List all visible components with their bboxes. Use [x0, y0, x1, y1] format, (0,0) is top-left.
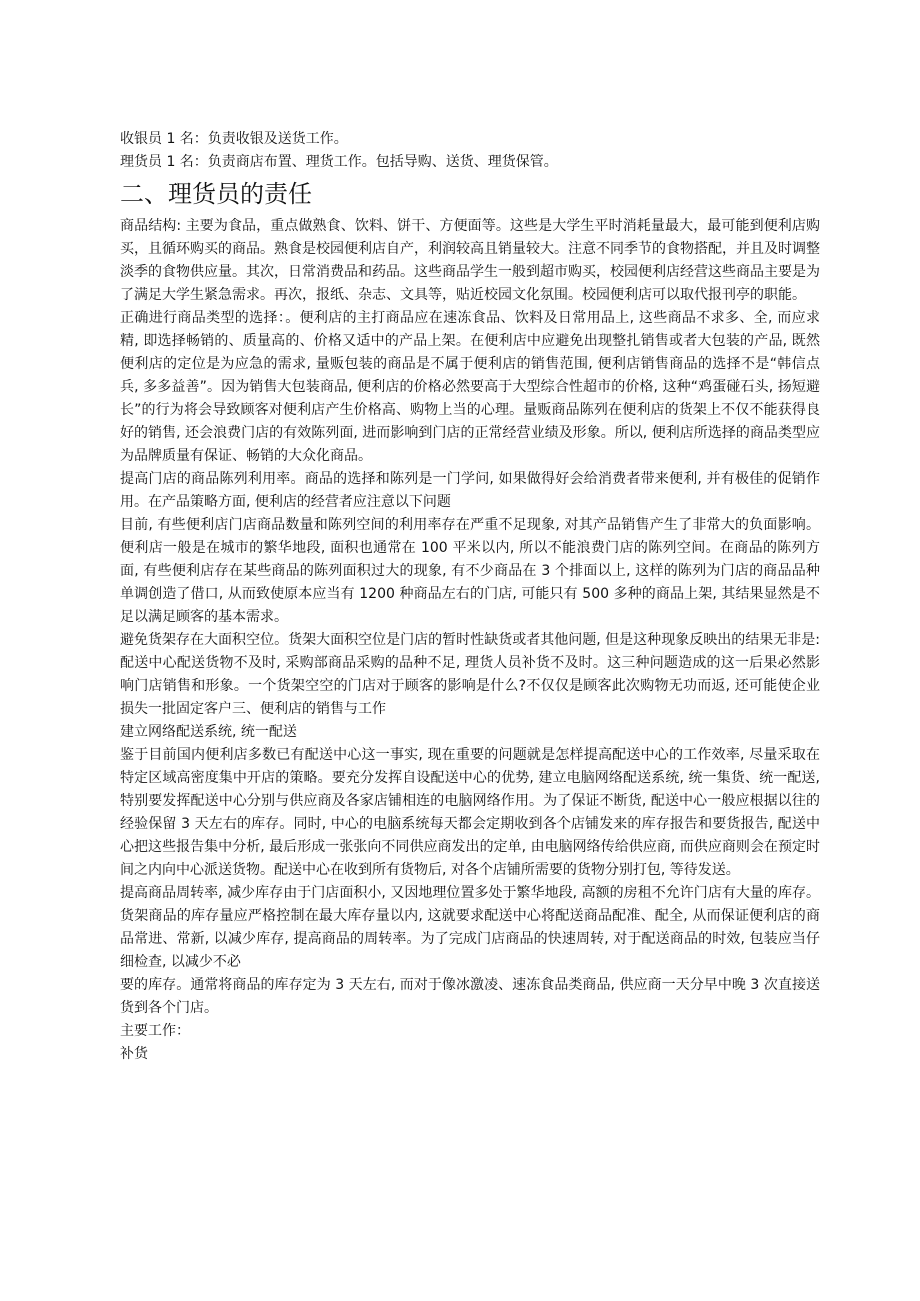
paragraph-network-distribution-title: 建立网络配送系统, 统一配送: [120, 724, 297, 740]
paragraph-main-work: 主要工作：: [120, 1023, 190, 1039]
paragraph-distribution-center: 鉴于目前国内便利店多数已有配送中心这一事实, 现在重要的问题就是怎样提高配送中心的工作效率, 尽量采取在特定区域高密度集中开店的策略。要充分发挥自设配送中心的优势, 建立电脑网络配送系统, 统一集货、统一配送, 特别要发挥配送中心分别与供应商及各家店铺相连的电脑网络作用。为了保证不断货, 配送中心一般应根据以往的经验保留 3 天左右的库存。同时, 中心的电脑系统每天都会定期收到各个店铺发来的库存报告和要货报告, 配送中心把这些报告集中分析, 最后形成一张张向不同供应商发出的定单, 由电脑网络传给供应商, 而供应商则会在预定时间之内向中心派送货物。配送中心在收到所有货物后, 对各个店铺所需要的货物分别打包, 等待发送。: [120, 747, 820, 878]
cashier-role-line: 收银员 1 名：负责收银及送货工作。: [120, 131, 348, 147]
paragraph-turnover: 提高商品周转率, 减少库存由于门店面积小, 又因地理位置多处于繁华地段, 高额的房租不允许门店有大量的库存。货架商品的库存量应严格控制在最大库存量以内, 这就要求配送中心将配送商品配准、配全, 从而保证便利店的商品常进、常新, 以减少库存, 提高商品的周转率。为了完成门店商品的快速周转, 对于配送商品的时效, 包装应当仔细检查, 以减少不必: [120, 885, 820, 970]
paragraph-product-structure: 商品结构: 主要为食品，重点做熟食、饮料、饼干、方便面等。这些是大学生平时消耗量最大，最可能到便利店购买，且循环购买的商品。熟食是校园便利店自产，利润较高且销量较大。注意不同季节的食物搭配，并且及时调整淡季的食物供应量。其次，日常消费品和药品。这些商品学生一般到超市购买，校园便利店经营这些商品主要是为了满足大学生紧急需求。再次，报纸、杂志、文具等，贴近校园文化氛围。校园便利店可以取代报刊亭的职能。: [120, 218, 820, 303]
paragraph-product-selection: 正确进行商品类型的选择：。便利店的主打商品应在速冻食品、饮料及日常用品上, 这些商品不求多、全, 而应求精, 即选择畅销的、质量高的、价格又适中的产品上架。在便利店中应避免出现整扎销售或者大包装的产品, 既然便利店的定位是为应急的需求, 量贩包装的商品是不属于便利店的销售范围, 便利店销售商品的选择不是“韩信点兵, 多多益善”。因为销售大包装商品, 便利店的价格必然要高于大型综合性超市的价格, 这种“鸡蛋碰石头, 扬短避长”的行为将会导致顾客对便利店产生价格高、购物上当的心理。量贩商品陈列在便利店的货架上不仅不能获得良好的销售, 还会浪费门店的有效陈列面, 进而影响到门店的正常经营业绩及形象。所以, 便利店所选择的商品类型应为品牌质量有保证、畅销的大众化商品。: [120, 310, 820, 464]
paragraph-display-problems: 目前, 有些便利店门店商品数量和陈列空间的利用率存在严重不足现象, 对其产品销售产生了非常大的负面影响。便利店一般是在城市的繁华地段, 面积也通常在 100 平米以内, 所以不能浪费门店的陈列空间。在商品的陈列方面, 有些便利店存在某些商品的陈列面积过大的现象, 有不少商品在 3 个排面以上, 这样的陈列为门店的商品品种单调创造了借口, 从而致使原本应当有 1200 种商品左右的门店, 可能只有 500 多种的商品上架, 其结果显然是不足以满足顾客的基本需求。: [120, 517, 820, 625]
paragraph-display-utilization: 提高门店的商品陈列利用率。商品的选择和陈列是一门学问, 如果做得好会给消费者带来便利, 并有极佳的促销作用。在产品策略方面, 便利店的经营者应注意以下问题: [120, 471, 820, 510]
paragraph-inventory-days: 要的库存。通常将商品的库存定为 3 天左右, 而对于像冰激凌、速冻食品类商品, 供应商一天分早中晚 3 次直接送货到各个门店。: [120, 977, 820, 1016]
paragraph-empty-shelves: 避免货架存在大面积空位。货架大面积空位是门店的暂时性缺货或者其他问题, 但是这种现象反映出的结果无非是: 配送中心配送货物不及时, 采购部商品采购的品种不足, 理货人员补货不及时。这三种问题造成的这一后果必然影响门店销售和形象。一个货架空空的门店对于顾客的影响是什么?不仅仅是顾客此次购物无功而返, 还可能使企业损失一批固定客户三、便利店的销售与工作: [120, 632, 820, 717]
section-heading: 二、理货员的责任: [120, 180, 312, 208]
paragraph-restock: 补货: [120, 1046, 148, 1062]
stocker-role-line: 理货员 1 名：负责商店布置、理货工作。包括导购、送货、理货保管。: [120, 154, 558, 170]
document-body: [120, 128, 820, 1066]
